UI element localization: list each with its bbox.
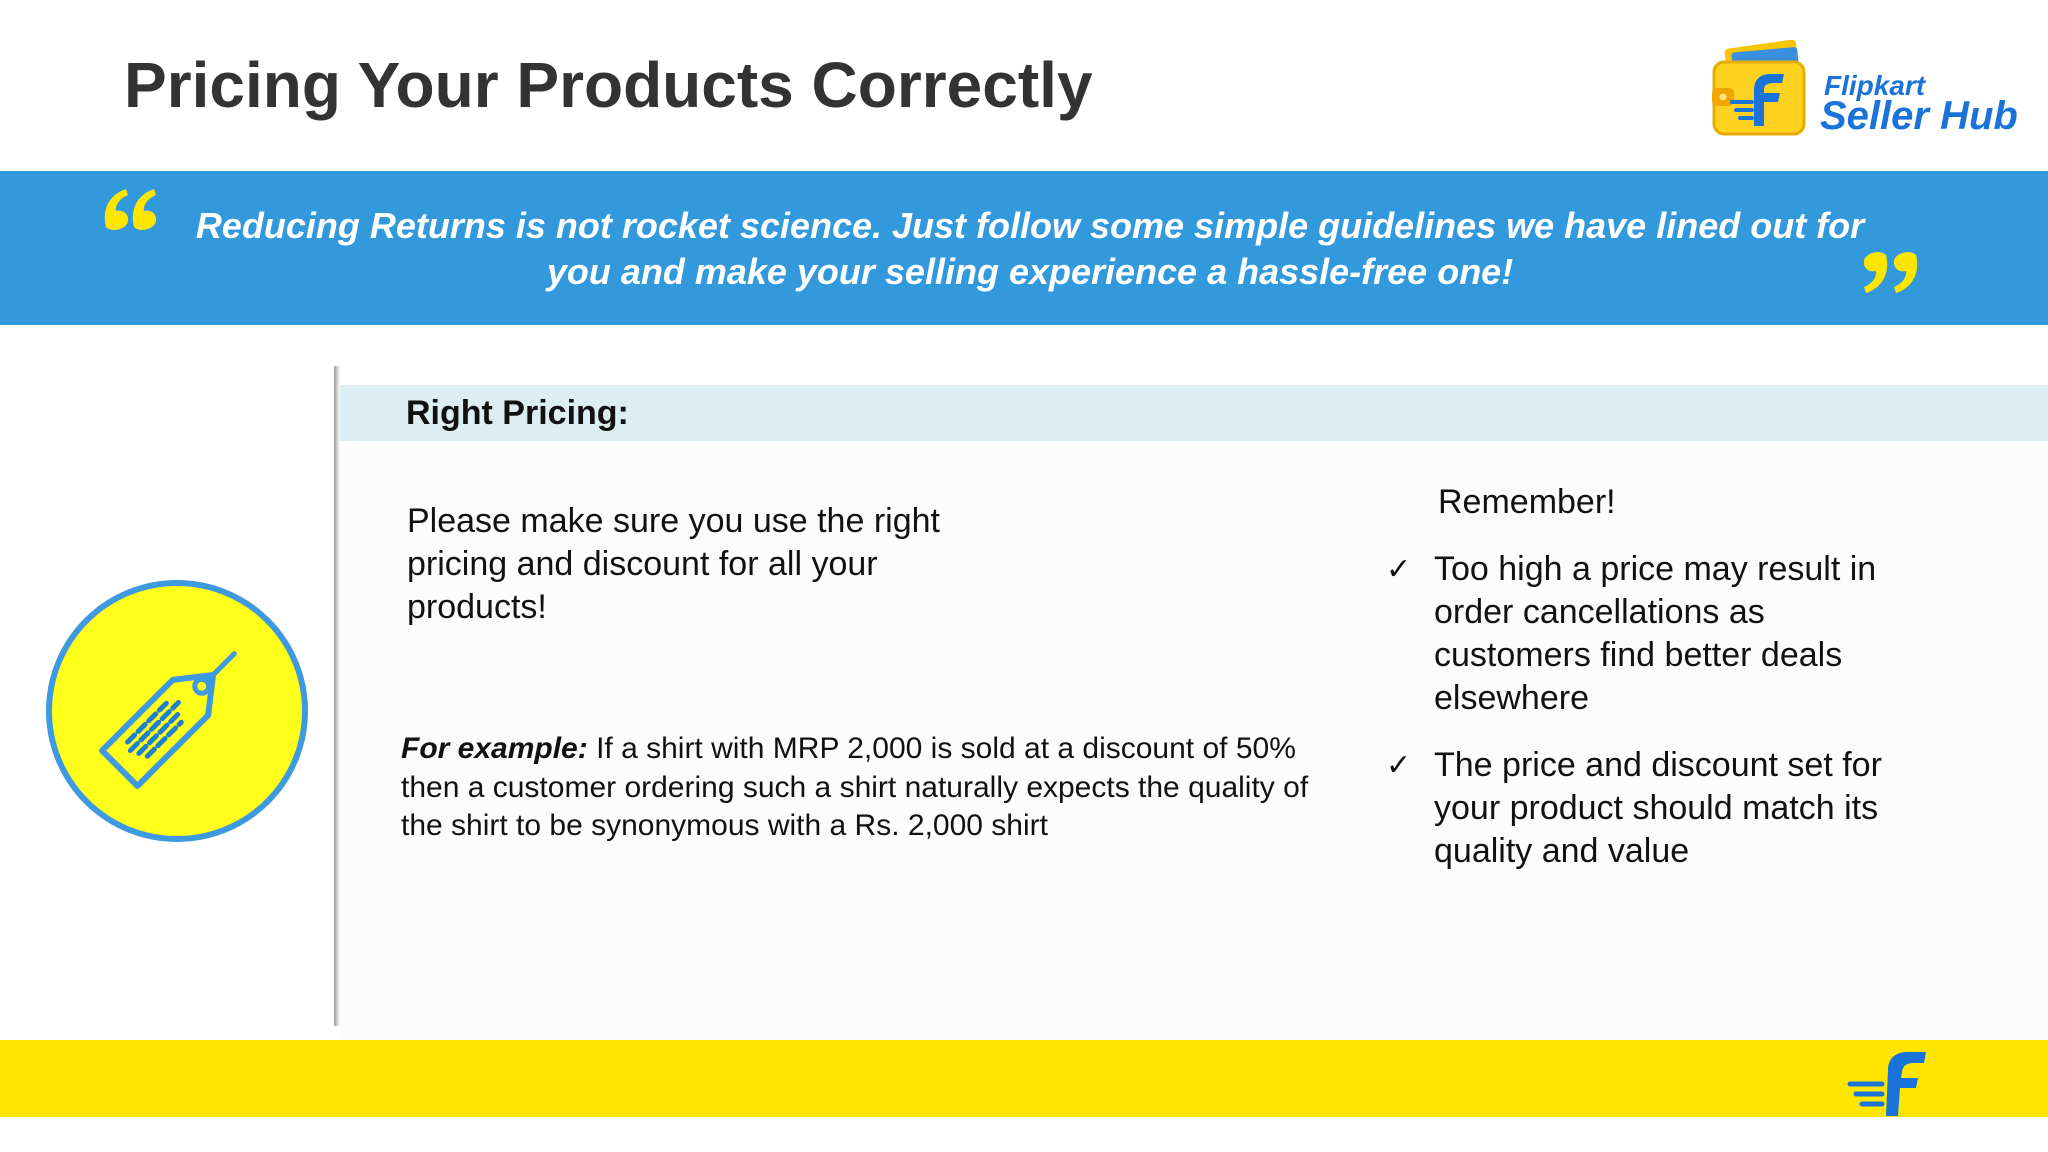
open-quote-icon: [102, 187, 158, 233]
price-tag-icon: [44, 578, 310, 844]
close-quote-icon: [1862, 249, 1920, 295]
section-header: [340, 385, 2048, 441]
checkmark-icon: ✓: [1386, 553, 1412, 586]
example-text: If a shirt with MRP 2,000 is sold at a discount of 50% then a customer ordering such a shirt naturally expects the quality of the shirt to be synonymous with a Rs. 2,000 shirt: [401, 732, 1309, 842]
intro-text: Please make sure you use the right pricing and discount for all your products!: [407, 502, 940, 626]
example-label: For example:: [401, 732, 588, 765]
quote-banner: [0, 171, 2048, 325]
flipkart-seller-hub-logo: [1712, 40, 2018, 140]
logo-text-flipkart: Flipkart: [1824, 70, 1926, 101]
footer-band: [0, 1040, 2048, 1117]
remember-heading: Remember!: [1438, 483, 1616, 521]
flipkart-seller-hub-wallet-icon: [1712, 40, 1808, 136]
flipkart-f-icon: [1846, 1050, 1932, 1118]
list-item-text: Too high a price may result in order cancellations as customers find better deals elsewhere: [1434, 550, 1877, 717]
remember-list: [1380, 548, 1900, 897]
list-item: [1380, 744, 1900, 873]
list-item: [1380, 548, 1900, 720]
section-title: Right Pricing:: [406, 394, 629, 432]
logo-text-seller-hub: Seller Hub: [1820, 94, 2018, 138]
example-paragraph: [401, 730, 1311, 846]
list-item-text: The price and discount set for your product should match its quality and value: [1434, 746, 1882, 870]
page-title: Pricing Your Products Correctly: [124, 49, 1093, 121]
checkmark-icon: ✓: [1386, 749, 1412, 782]
quote-text: Reducing Returns is not rocket science. Just follow some simple guidelines we have lined out for you and make your selling experience a hassle-free one!: [195, 205, 1865, 292]
